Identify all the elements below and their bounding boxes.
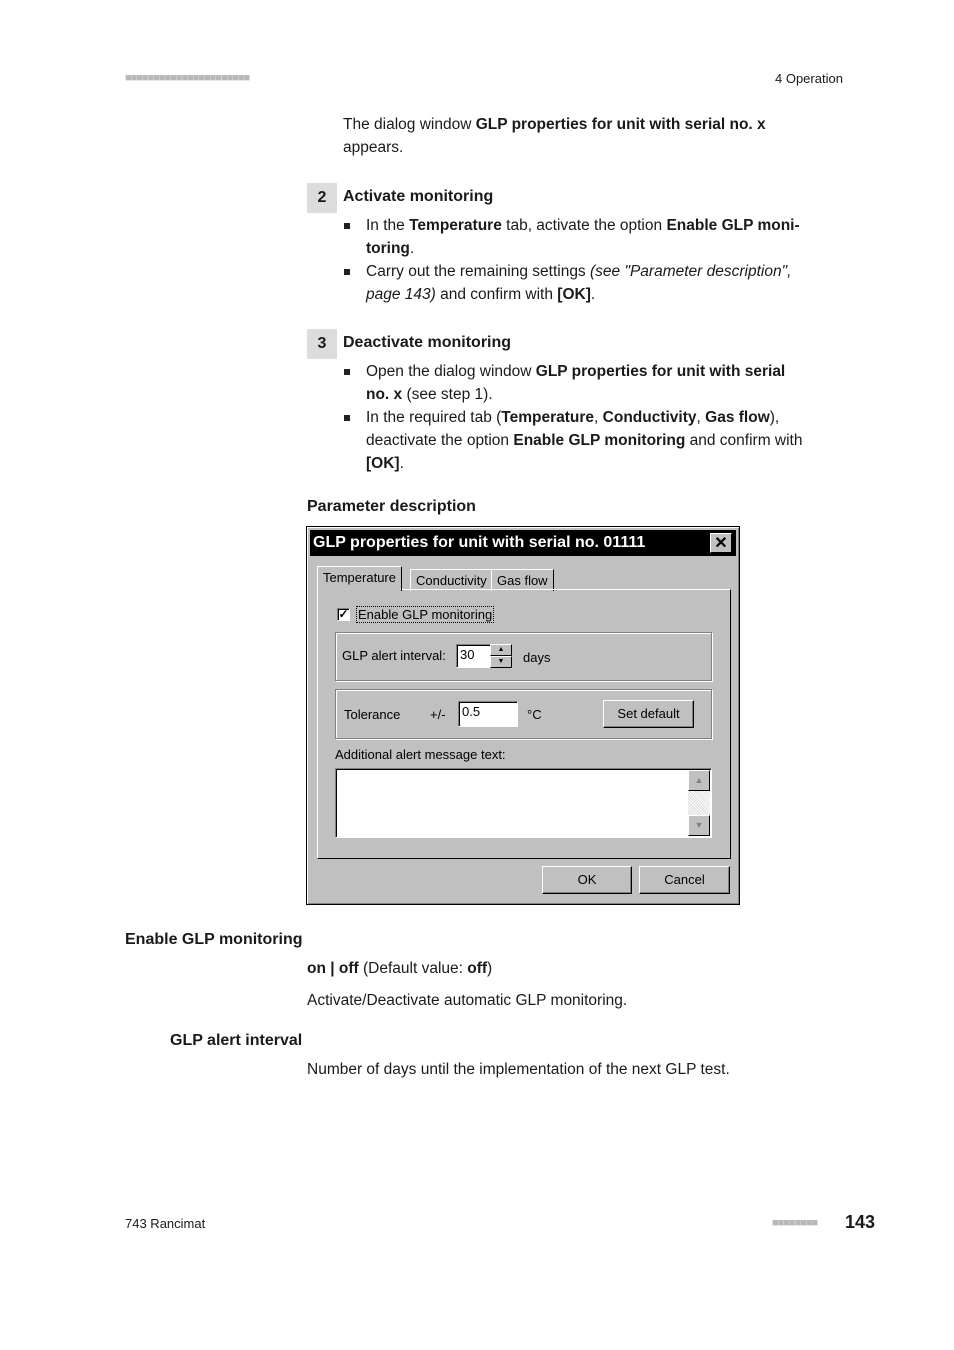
enable-glp-checkbox[interactable]: ✓ xyxy=(338,607,349,621)
footer-dots: ■■■■■■■■ xyxy=(772,1217,818,1229)
list-item: In the Temperature tab, activate the option Enable GLP moni- toring. xyxy=(343,214,843,260)
alert-interval-description: Number of days until the implementation of the next GLP test. xyxy=(307,1061,730,1078)
cancel-button[interactable]: Cancel xyxy=(639,866,730,894)
spin-up-icon[interactable]: ▲ xyxy=(490,644,512,656)
step-number-3: 3 xyxy=(307,329,337,359)
tolerance-group xyxy=(335,689,712,739)
spin-down-icon[interactable]: ▼ xyxy=(490,656,512,668)
parameter-description-heading: Parameter description xyxy=(307,498,476,515)
list-item: Open the dialog window GLP properties for unit with serial no. x (see step 1). xyxy=(343,360,843,406)
alert-interval-label: GLP alert interval: xyxy=(342,648,446,663)
list-item: In the required tab (Temperature, Conductivity, Gas flow), deactivate the option Enable GLP monitoring and confirm with [OK]. xyxy=(343,406,843,475)
page-number: 143 xyxy=(845,1212,876,1232)
ok-button[interactable]: OK xyxy=(542,866,632,894)
footer-product: 743 Rancimat xyxy=(125,1216,206,1231)
glp-properties-dialog xyxy=(306,526,740,905)
tolerance-label: Tolerance xyxy=(344,707,401,722)
tab-temperature[interactable]: Temperature xyxy=(317,566,402,591)
enable-glp-description: Activate/Deactivate automatic GLP monitoring. xyxy=(307,992,628,1009)
step-number-2: 2 xyxy=(307,183,337,213)
textarea-scrollbar[interactable] xyxy=(688,770,710,836)
enable-glp-label[interactable]: Enable GLP monitoring xyxy=(358,607,493,622)
chapter-title: 4 Operation xyxy=(775,71,843,86)
tab-panel-temperature xyxy=(317,589,731,859)
tab-conductivity[interactable]: Conductivity xyxy=(410,569,493,591)
list-item: Carry out the remaining settings (see "Parameter description", page 143) and confirm with [OK]. xyxy=(343,260,843,306)
intro-paragraph: The dialog window GLP properties for unit with serial no. x appears. xyxy=(343,116,766,156)
tolerance-unit: °C xyxy=(527,707,542,722)
tolerance-plus-minus: +/- xyxy=(430,707,446,722)
step-3-list xyxy=(343,360,843,475)
alert-interval-stepper[interactable] xyxy=(490,644,512,668)
scroll-down-icon[interactable]: ▼ xyxy=(688,815,710,836)
tab-gas-flow[interactable]: Gas flow xyxy=(491,569,554,591)
tolerance-input[interactable]: 0.5 xyxy=(458,701,518,727)
header-dots: ■■■■■■■■■■■■■■■■■■■■■■ xyxy=(125,72,250,84)
step-2-list xyxy=(343,214,843,306)
dialog-titlebar xyxy=(310,530,736,556)
dialog-title: GLP properties for unit with serial no. 01111 xyxy=(313,534,646,551)
alert-interval-heading: GLP alert interval xyxy=(170,1032,303,1049)
step-title-2: Activate monitoring xyxy=(343,188,494,205)
step-title-3: Deactivate monitoring xyxy=(343,334,512,351)
enable-glp-values: on | off (Default value: off) xyxy=(307,960,493,977)
additional-message-label: Additional alert message text: xyxy=(335,747,506,762)
additional-message-textarea[interactable] xyxy=(335,768,712,838)
alert-interval-input[interactable]: 30 xyxy=(456,644,492,668)
alert-interval-unit: days xyxy=(523,650,551,665)
scroll-up-icon[interactable]: ▲ xyxy=(688,770,710,791)
alert-interval-group xyxy=(335,632,712,681)
enable-glp-heading: Enable GLP monitoring xyxy=(125,931,303,948)
close-icon[interactable]: ✕ xyxy=(710,533,732,553)
set-default-button[interactable]: Set default xyxy=(603,700,694,728)
